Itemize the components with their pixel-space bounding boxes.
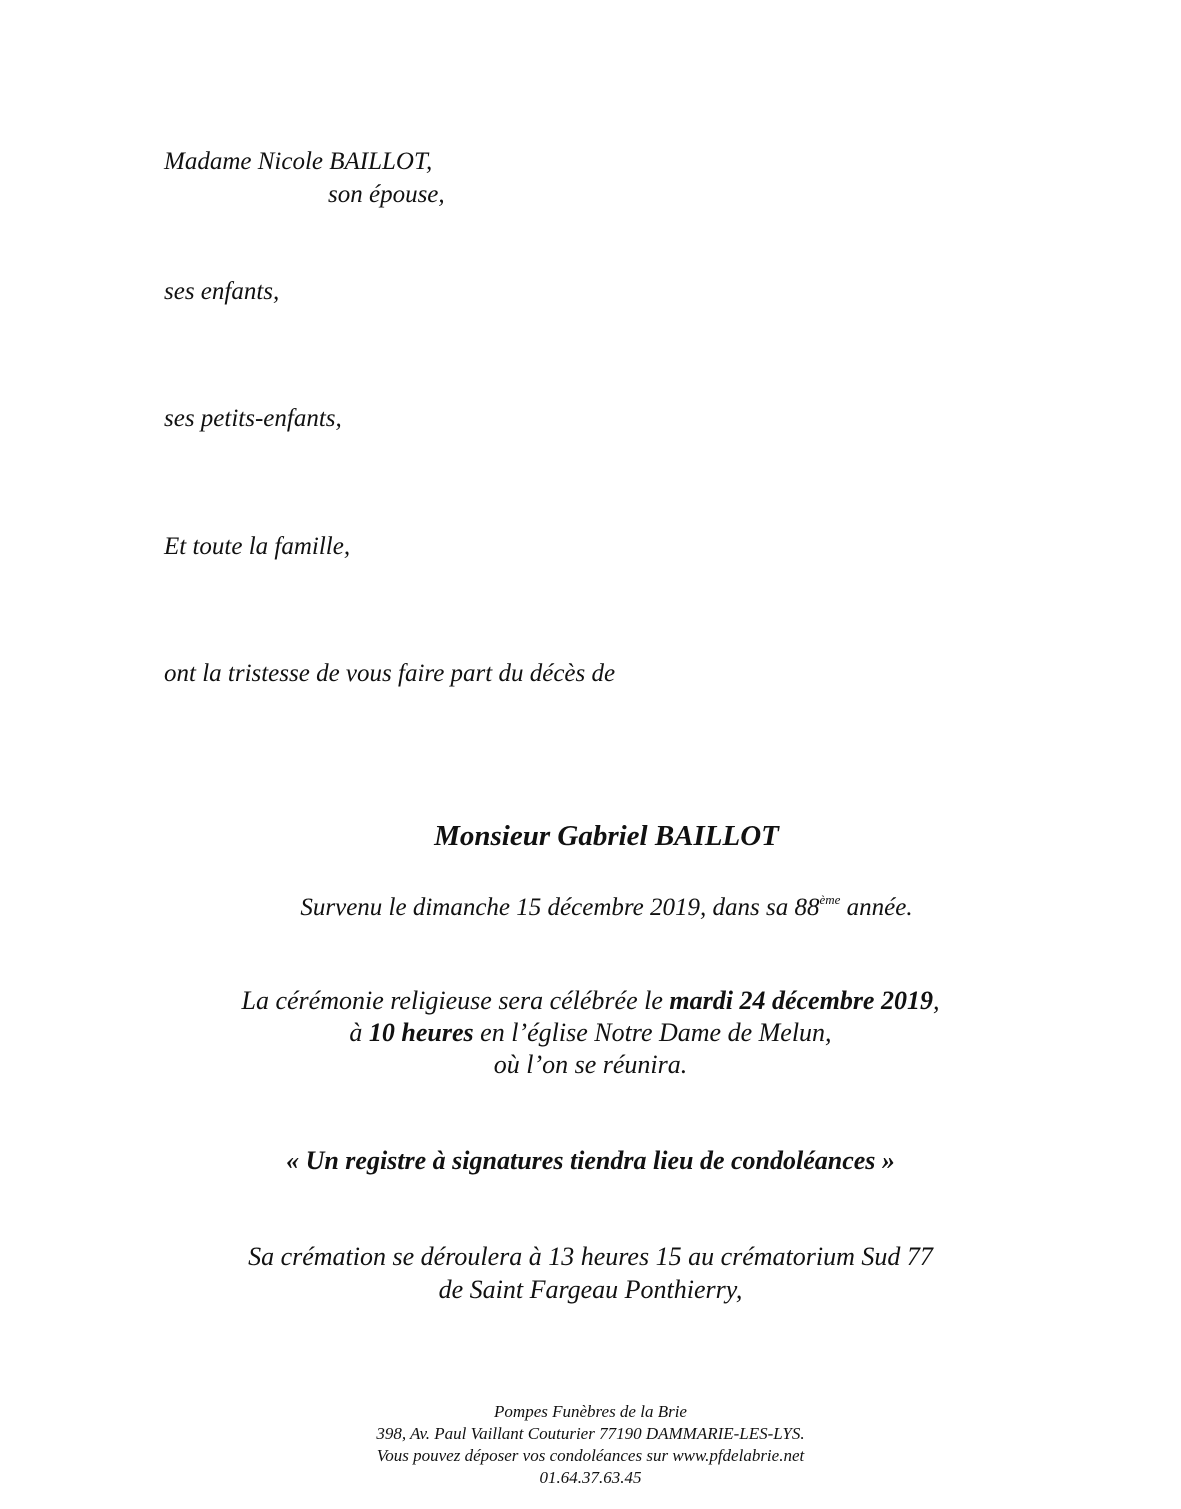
- cremation-line-2: de Saint Fargeau Ponthierry,: [438, 1275, 743, 1304]
- ceremony-date: mardi 24 décembre 2019: [669, 986, 933, 1015]
- spouse-role: son épouse,: [328, 181, 445, 208]
- footer-phone: 01.64.37.63.45: [539, 1468, 642, 1487]
- announcement-line: ont la tristesse de vous faire part du décès de: [164, 660, 616, 687]
- ceremony-line-3: où l’on se réunira.: [493, 1050, 688, 1079]
- ceremony-intro: La cérémonie religieuse sera célébrée le: [241, 986, 670, 1015]
- footer-company: Pompes Funèbres de la Brie: [494, 1402, 687, 1421]
- ceremony-location: en l’église Notre Dame de Melun,: [473, 1018, 832, 1047]
- children-line: ses enfants,: [164, 278, 280, 305]
- death-date-line: [16, 892, 1181, 924]
- footer-condolences: Vous pouvez déposer vos condoléances sur www.pfdelabrie.net: [376, 1446, 805, 1465]
- family-line: Et toute la famille,: [164, 533, 351, 560]
- register-note: « Un registre à signatures tiendra lieu de condoléances »: [286, 1146, 895, 1175]
- cremation-line-1: Sa crémation se déroulera à 13 heures 15 au crématorium Sud 77: [248, 1242, 933, 1271]
- ceremony-line-1: [0, 985, 1181, 1017]
- footer-address: 398, Av. Paul Vaillant Couturier 77190 DAMMARIE-LES-LYS.: [376, 1424, 805, 1443]
- death-date-year-word: année.: [840, 894, 913, 921]
- grandchildren-line: ses petits-enfants,: [164, 405, 342, 432]
- spouse-name: Madame Nicole BAILLOT,: [164, 148, 433, 175]
- death-date-text: Survenu le dimanche 15 décembre 2019, dans sa 88: [300, 894, 820, 921]
- ceremony-time: 10 heures: [368, 1018, 474, 1047]
- deceased-name: Monsieur Gabriel BAILLOT: [434, 820, 779, 852]
- death-ordinal-suffix: ème: [819, 892, 841, 907]
- ceremony-at: à: [349, 1018, 369, 1047]
- ceremony-line-2: [0, 1017, 1181, 1049]
- ceremony-comma: ,: [932, 986, 940, 1015]
